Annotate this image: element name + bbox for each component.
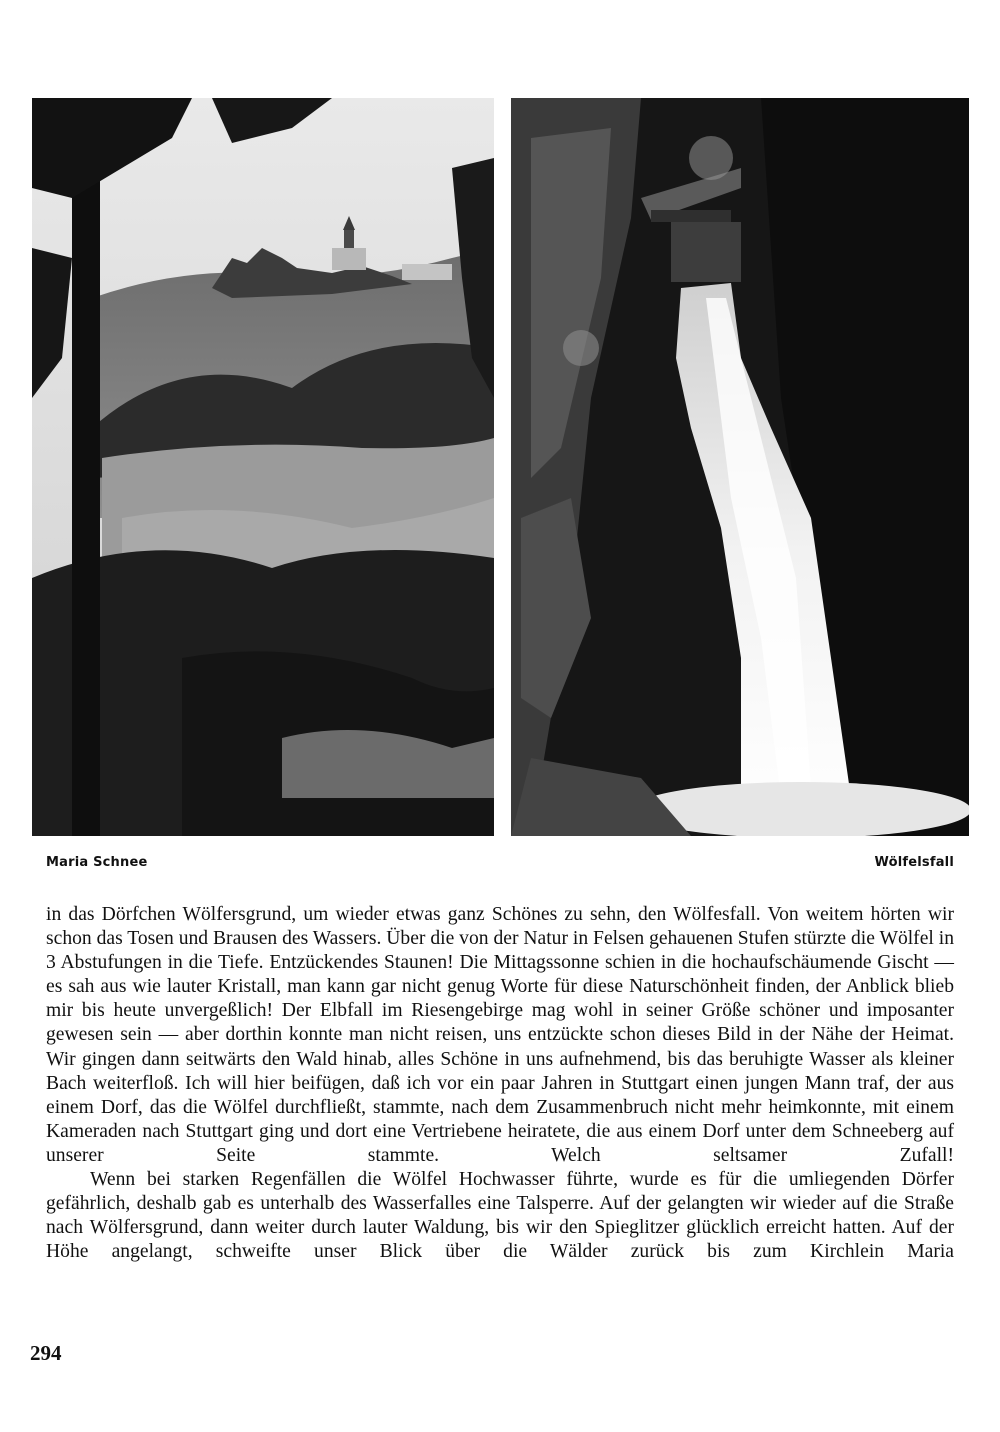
photo-maria-schnee — [32, 98, 494, 836]
photo-caption-left: Maria Schnee — [46, 855, 148, 870]
paragraph-1: in das Dörfchen Wölfersgrund, um wieder etwas ganz Schönes zu sehn, den Wölfesfall. Von weitem hörten wir schon das Tosen und Brausen des Wassers. Über die von der Natur in Felsen gehauenen Stufen stürzte die Wölfel in 3 Abstufungen in die Tiefe. Entzückendes Staunen! Die Mittagssonne schien in die hochaufschäumende Gischt — es sah aus wie lauter Kristall, man kann gar nicht genug Worte für diese Naturschönheit finden, der Anblick blieb mir bis heute unvergeßlich! Der Elbfall im Riesengebirge mag wohl in seiner Größe schöner und imposanter gewesen sein — aber dorthin konnte man nicht reisen, uns entzückte schon dieses Bild in der Nähe der Heimat. Wir gingen dann seitwärts den Wald hinab, alles Schöne in uns aufnehmend, bis das beruhigte Wasser als kleiner Bach weiterfloß. Ich will hier beifügen, daß ich vor ein paar Jahren in Stuttgart einen jungen Mann traf, der aus einem Dorf, das die Wölfel durchfließt, stammte, nach dem Zusammenbruch nicht mehr heimkonnte, mit einem Kameraden nach Stuttgart ging und dort eine Vertriebene heiratete, die aus einem Dorf unter dem Schneeberg auf unserer Seite stammte. Welch seltsamer Zufall! — [46, 904, 954, 1166]
page-number: 294 — [30, 1341, 62, 1365]
article-body — [46, 903, 954, 1264]
photo-maria-schnee-image — [32, 98, 494, 836]
photo-woelfelsfall — [511, 98, 969, 836]
photo-woelfelsfall-image — [511, 98, 969, 836]
photo-caption-right: Wölfelsfall — [874, 855, 954, 870]
paragraph-2: Wenn bei starken Regenfällen die Wölfel Hochwasser führte, wurde es für die umliegenden Dörfer gefährlich, deshalb gab es unterhalb des Wasserfalles eine Talsperre. Auf der gelangten wir wieder auf die Straße nach Wölfersgrund, dann weiter durch lauter Waldung, bis wir den Spieglitzer glücklich erreicht hatten. Auf der Höhe angelangt, schweifte unser Blick über die Wälder zurück bis zum Kirchlein Maria — [46, 1169, 954, 1263]
